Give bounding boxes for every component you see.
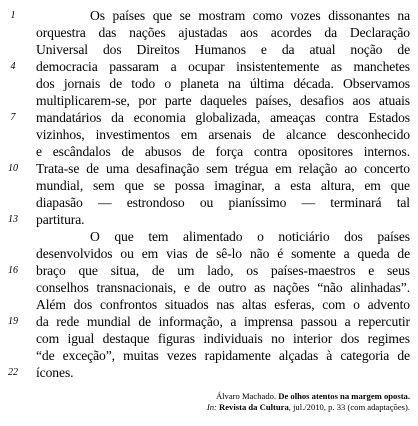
- source-details: , jul./2010, p. 33 (com adaptações).: [288, 402, 410, 412]
- text-line-3: Universal dos Direitos Humanos e da atual noção de: [36, 42, 410, 57]
- text-line-19: da rede mundial de informação, a imprensa passou a repercutir: [36, 314, 410, 329]
- text-line-4: democracia passaram a ocupar insistentemente as manchetes: [36, 59, 410, 74]
- source-citation-line-1: [216, 391, 410, 402]
- text-line-16: braço que situa, de um lado, os países-maestros e seus: [36, 263, 410, 278]
- line-number-19: 19: [8, 316, 18, 327]
- line-number-7: 7: [10, 112, 16, 123]
- text-line-9: e escândalos de abusos de força contra opositores internos.: [36, 144, 410, 159]
- source-publication: Revista da Cultura: [219, 402, 289, 412]
- text-line-13: partitura.: [36, 212, 85, 227]
- text-line-15: desenvolvidos ou em vias de sê-lo não é somente a queda de: [36, 246, 410, 261]
- line-number-13: 13: [8, 214, 18, 225]
- text-line-5: dos jornais de todo o planeta na última década. Observamos: [36, 76, 410, 91]
- source-author: Álvaro Machado.: [215, 391, 277, 401]
- line-number-4: 4: [10, 61, 16, 72]
- text-line-8: vizinhos, investimentos em arsenais de alcance desconhecido: [36, 127, 410, 142]
- text-line-10: Trata-se de uma desafinação sem trégua em relação ao concerto: [36, 161, 410, 176]
- line-number-22: 22: [8, 367, 18, 378]
- text-line-20: com igual destaque figuras individuais no interior dos regimes: [36, 331, 410, 346]
- text-line-17: conselhos transnacionais, e de outro as nações “não alinhadas”.: [36, 280, 410, 295]
- text-line-11: mundial, sem que se possa imaginar, a esta altura, em que: [36, 178, 410, 193]
- text-line-14: O que tem alimentado o noticiário dos países: [90, 229, 410, 244]
- text-line-18: Além dos confrontos situados nas altas esferas, com o advento: [36, 297, 410, 312]
- line-number-1: 1: [10, 10, 16, 21]
- source-title: De olhos atentos na margem oposta.: [278, 391, 410, 401]
- source-citation-line-2: [207, 402, 410, 413]
- line-number-16: 16: [8, 265, 18, 276]
- text-line-2: orquestra das nações ajustadas aos acordes da Declaração: [36, 25, 410, 40]
- text-line-1: Os países que se mostram como vozes dissonantes na: [90, 8, 410, 23]
- text-line-22: ícones.: [36, 365, 74, 380]
- text-line-7: mandatários da economia globalizada, ameaças contra Estados: [36, 110, 410, 125]
- text-line-6: multiplicarem-se, por parte daqueles países, desafios aos atuais: [36, 93, 410, 108]
- source-in-label: In:: [206, 402, 217, 412]
- line-number-10: 10: [8, 163, 18, 174]
- text-line-12: diapasão — estrondoso ou pianíssimo — terminará tal: [36, 195, 410, 210]
- text-line-21: “de exceção”, muitas vezes rapidamente alçadas à categoria de: [36, 348, 410, 363]
